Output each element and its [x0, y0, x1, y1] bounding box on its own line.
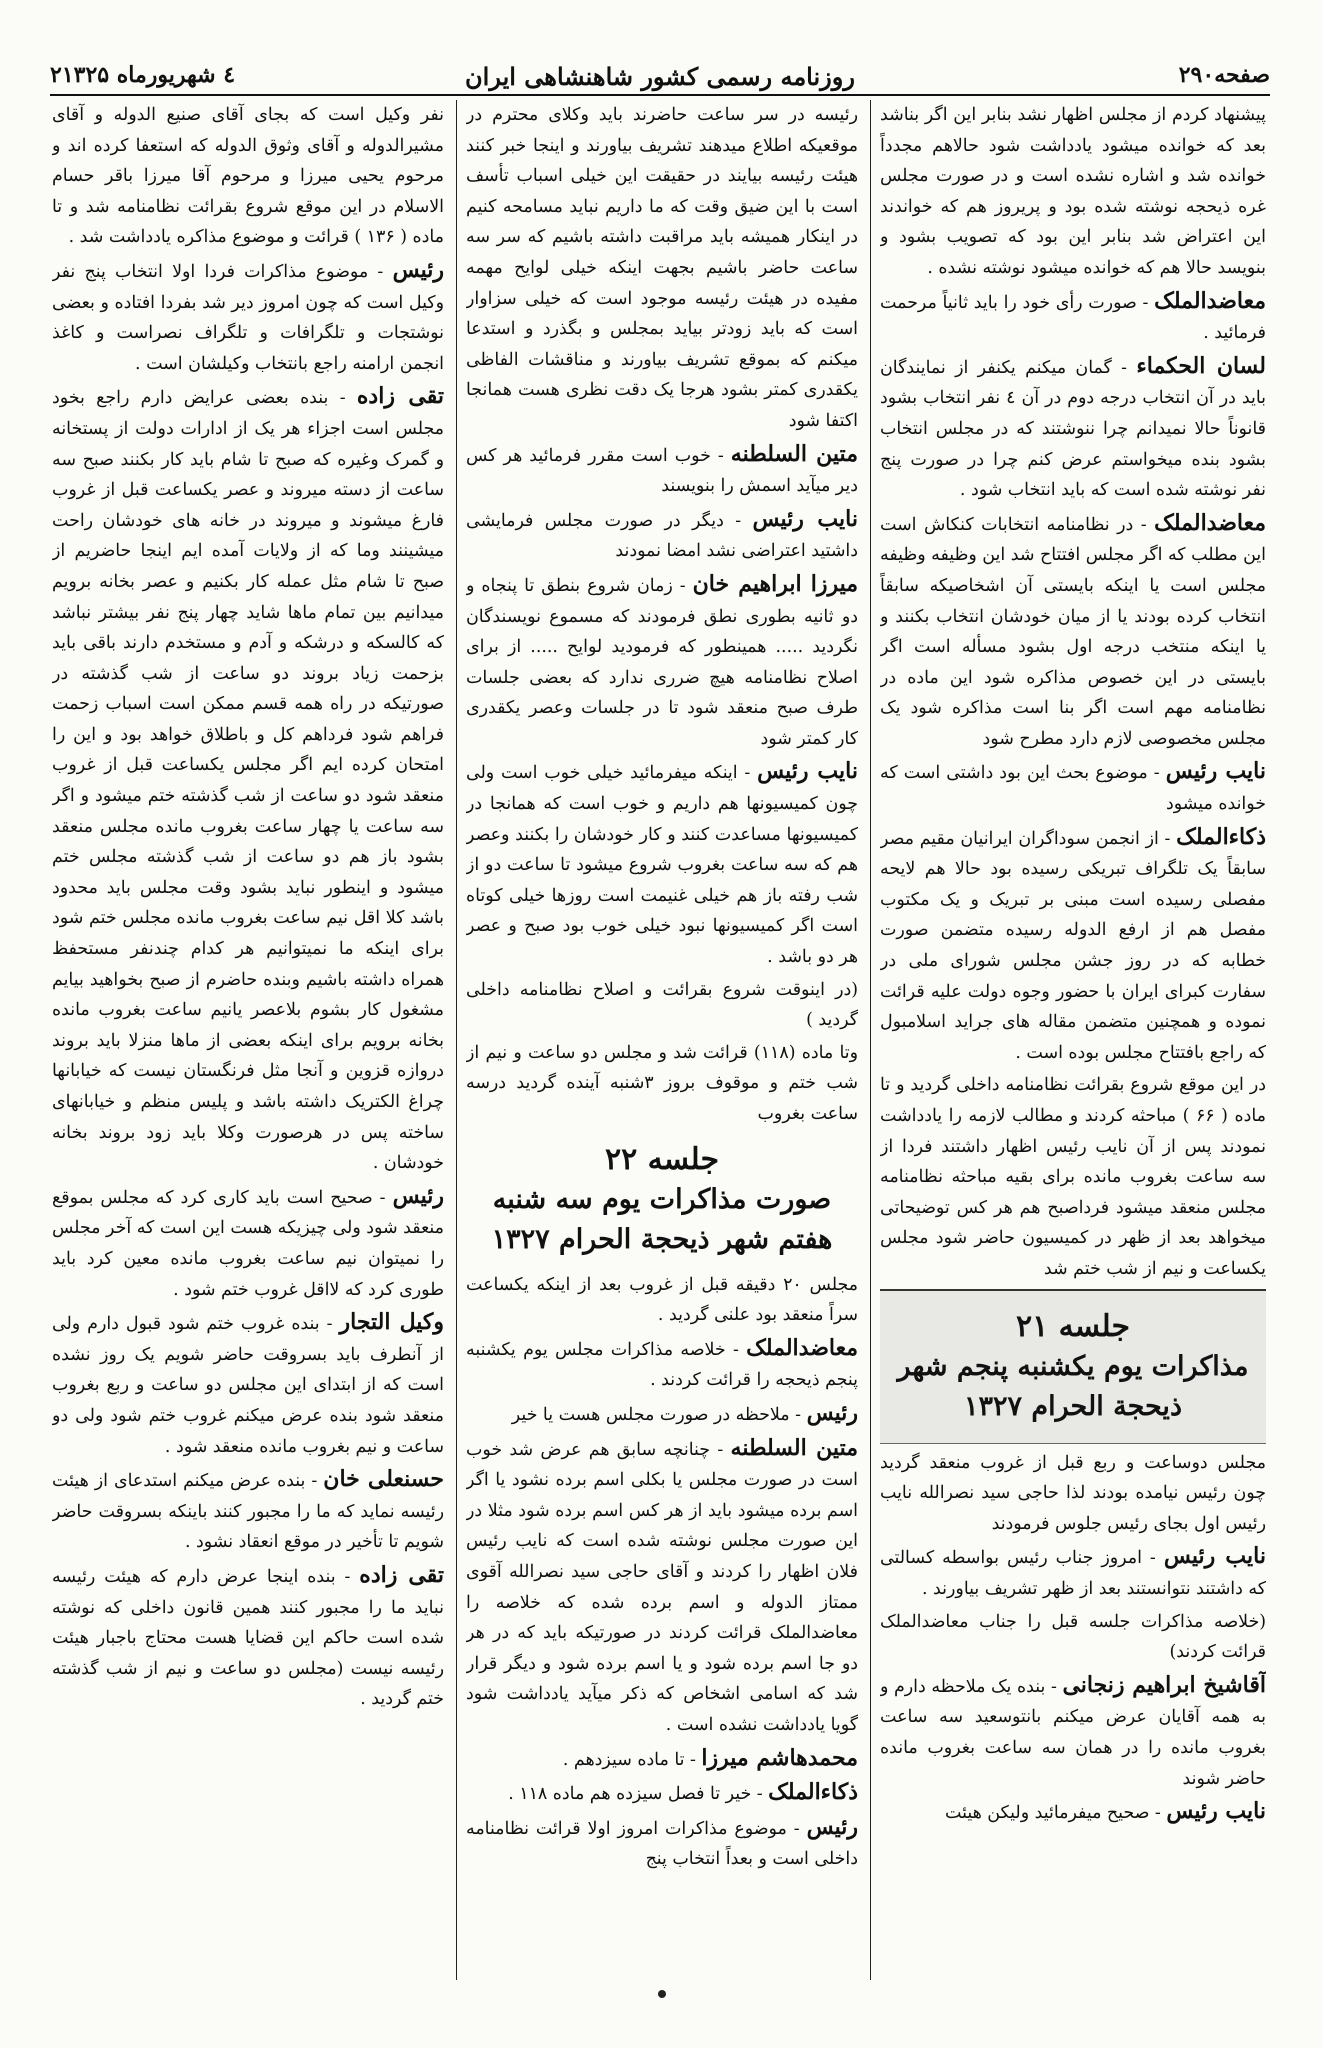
speaker-name: نایب رئیس: [1166, 1798, 1266, 1825]
paragraph: [880, 1070, 1266, 1284]
paragraph-text: - بنده یک ملاحظه دارم و به همه آقایان عرض میکنم بانتوسعید سه ساعت بغروب مانده را در همان سه ساعت بغروب مانده حاضر شوند: [880, 1676, 1266, 1789]
paragraph: [466, 100, 858, 437]
issue-date: ۲٤ شهریورماه ۱۳۲۵: [50, 62, 236, 88]
column-right: [880, 100, 1266, 1980]
paragraph: [466, 1398, 858, 1431]
speaker-name: نایب رئیس: [1163, 1543, 1266, 1570]
paragraph-text: در این موقع شروع بقرائت نظامنامه داخلی گردید و تا ماده ( ۶۶ ) مباحثه کردند و مطالب لازمه را یادداشت نمودند پس از آن نایب رئیس اظهار داشتند فردا از سه ساعت بغروب مانده برای بقیه مباحثه نظامنامه مجلس منعقد میشود فرداصبح هم هر کس توضیحاتی میخواهد بعد از ظهر در کمیسیون حاضر شود مجلس یکساعت و نیم از شب ختم شد: [880, 1075, 1266, 1279]
speaker-name: لسان الحکماء: [1136, 352, 1266, 379]
paragraph-text: - موضوع مذاکرات امروز اولا قرائت نظامنامه داخلی است و بعداً انتخاب پنج: [466, 1818, 858, 1870]
speaker-name: تقی زاده: [359, 1561, 444, 1588]
speaker-name: رئیس: [392, 256, 444, 283]
paragraph-text: مجلس ۲۰ دقیقه قبل از غروب بعد از اینکه یکساعت سراً منعقد بود علنی گردید .: [466, 1274, 858, 1326]
speaker-name: محمدهاشم میرزا: [701, 1744, 858, 1771]
paragraph-text: - در نظامنامه انتخابات کنکاش است این مطلب که اگر مجلس افتتاح شد این وظیفه وظیفه مجلس است یا اینکه بایستی آن اشخاصیکه سابقاً انتخاب کرده بودند یا از میان خودشان انتخاب بکنند و یا اینکه منتخب درجه اول بشود مسأله است اگر بایستی در این خصوص مذاکره شود این ماده در نظامنامه مهم است اگر بنا است مذاکره شود یک مجلس مخصوصی لازم دارد مطرح شود: [880, 514, 1266, 749]
paragraph-text: - صورت رأی خود را باید ثانیاً مرحمت فرمائید .: [880, 292, 1266, 344]
left-paragraphs: [52, 100, 444, 1715]
paragraph: [466, 439, 858, 502]
paragraph-text: - گمان میکنم یکنفر از نمایندگان باید در آن انتخاب درجه دوم در آن ٤ نفر انتخاب بشود قانوناً حالا نمیدانم چرا ننوشتند که در مجلس انتخاب بشود بنده میخواستم عرض کنم چرا در صورت پنج نفر نوشته شده است که باید انتخاب شود .: [880, 357, 1266, 501]
speaker-name: وکیل التجار: [339, 1309, 444, 1336]
paragraph: [52, 100, 444, 253]
paragraph: [466, 1433, 858, 1741]
paragraph: [52, 1307, 444, 1462]
paragraph: [880, 1607, 1266, 1668]
session-title-line1: مذاکرات یوم یکشنبه پنجم شهر: [897, 1350, 1249, 1382]
speaker-name: آقاشیخ ابراهیم زنجانی: [1062, 1671, 1266, 1698]
column-middle: [466, 100, 858, 1980]
paragraph: [880, 1448, 1266, 1540]
paragraph: [52, 1464, 444, 1558]
speaker-name: نایب رئیس: [752, 505, 858, 532]
speaker-name: تقی زاده: [356, 383, 444, 410]
paragraph: [466, 1812, 858, 1875]
paragraph-text: - اینکه میفرمائید خیلی خوب است ولی چون کمیسیونها هم داریم و خوب است که همانجا در کمیسیونها مساعدت کنند و کار خودشان را بکنند وعصر هم که سه ساعت بغروب شروع میشود تا ساعت دو از شب رفته باز هم خیلی غنیمت است روزها خیلی کوتاه است اگر کمیسیونها نبود خیلی خوب بود صبح و عصر هر دو باشد .: [466, 763, 858, 968]
right-session-paragraphs: [880, 1448, 1266, 1829]
column-divider: [870, 100, 871, 1980]
paragraph: [466, 975, 858, 1036]
session-title-line2: ذیحجة الحرام ۱۳۲۷: [964, 1390, 1182, 1422]
paragraph-text: نفر وکیل است که بجای آقای صنیع الدوله و آقای مشیرالدوله و آقای وثوق الدوله که استعفا کرده اند و مرحوم یحیی میرزا و مرحوم آقا میرزا باقر حسام الاسلام در این موقع شروع بقرائت نظامنامه شد و تا ماده ( ۱۳۶ ) قرائت و موضوع مذاکره یادداشت شد .: [52, 105, 444, 248]
paragraph: [880, 100, 1266, 284]
page-number: صفحه۲۹۰: [1178, 62, 1270, 88]
paragraph: [880, 508, 1266, 755]
paragraph: [52, 381, 444, 1178]
paragraph-text: - موضوع مذاکرات فردا اولا انتخاب پنج نفر وکیل است که چون امروز دیر شد بفردا افتاده و بعضی نوشتجات و تلگرافات و تلگراف نصراست و کاغذ انجمن ارامنه راجع بانتخاب وکیلشان است .: [52, 261, 444, 374]
paragraph-text: - خیر تا فصل سیزده هم ماده ۱۱۸ .: [508, 1784, 763, 1805]
paragraph-text: (در اینوقت شروع بقرائت و اصلاح نظامنامه داخلی گردید ): [466, 979, 858, 1031]
paragraph-text: - از انجمن سوداگران ایرانیان مقیم مصر سابقاً یک تلگراف تبریکی رسیده بود حالا هم لایحه مفصلی رسیده است مبنی بر تبریک و یک مکتوب مفصل هم از ارفع الدوله رسیده متضمن صورت خطابه که در روز جشن مجلس شورای ملی در سفارت کبرای ایران با حضور وجوه دولت علیه قرائت نموده و همچنین متضمن مقاله های جراید اسلامبول که راجع بافتتاح مجلس بوده است .: [880, 828, 1266, 1063]
paragraph-text: - بنده اینجا عرض دارم که هیئت رئیسه نباید ما را مجبور کنند همین قانون داخلی که نوشته شده است حاکم این قضایا هست محتاج باجبار هیئت رئیسه نیست (مجلس دو ساعت و نیم از شب گذشته ختم گردید .: [52, 1566, 444, 1710]
paragraph-text: - خلاصه مذاکرات مجلس یوم یکشنبه پنجم ذیحجه را قرائت کردند .: [466, 1339, 858, 1391]
paragraph: [880, 1670, 1266, 1794]
paragraph: [880, 822, 1266, 1069]
header-rule: [50, 94, 1270, 96]
paragraph: [880, 756, 1266, 819]
paragraph: [52, 1181, 444, 1305]
paragraph: [466, 1270, 858, 1331]
paragraph: [466, 756, 858, 972]
paragraph: [880, 351, 1266, 506]
page-ornament: [658, 1990, 666, 1998]
speaker-name: متین السلطنه: [730, 440, 858, 467]
speaker-name: ذکاءالملک: [768, 1779, 858, 1806]
paragraph-text: - دیگر در صورت مجلس فرمایشی داشتید اعتراضی نشد امضا نمودند: [466, 510, 858, 562]
paragraph: [466, 1743, 858, 1776]
paragraph-text: - صحیح میفرمائید ولیکن هیئت: [945, 1803, 1161, 1824]
paragraph: [880, 286, 1266, 349]
paragraph: [466, 504, 858, 567]
paragraph: [466, 1333, 858, 1396]
paragraph-text: - ملاحظه در صورت مجلس هست یا خیر: [511, 1404, 802, 1425]
paragraph: [880, 1796, 1266, 1829]
session-number: جلسه ۲۱: [1015, 1308, 1130, 1344]
right-paragraphs: [880, 100, 1266, 1285]
paragraph-text: - موضوع بحث این بود داشتی است که خوانده میشود: [880, 763, 1266, 815]
speaker-name: معاضدالملک: [746, 1334, 858, 1361]
paragraph-text: - خوب است مقرر فرمائید هر کس دیر میآید اسمش را بنویسند: [466, 445, 858, 497]
paragraph-text: وتا ماده (۱۱۸) قرائت شد و مجلس دو ساعت و نیم از شب ختم و موقوف بروز ۳شنبه آینده گردید درسه ساعت بغروب: [466, 1042, 858, 1124]
paragraph: [52, 255, 444, 379]
paragraph-text: مجلس دوساعت و ربع قبل از غروب منعقد گردید چون رئیس نیامده بودند لذا حاجی سید نصرالله نایب رئیس اول بجای رئیس جلوس فرمودند: [880, 1452, 1266, 1534]
paragraph: [466, 1777, 858, 1810]
paragraph-text: پیشنهاد کردم از مجلس اظهار نشد بنابر این اگر بناشد بعد که خوانده میشود یادداشت شود حالاهم مجدداً خوانده شد و اشاره نشده است و در صورت مجلس غره ذیحجه نوشته شده بود و پریروز هم که خواندند این اعتراض شد بنابر این بود که تصویب بشود و بنویسد حالا هم که خوانده میشود نوشته نشده .: [880, 105, 1266, 278]
speaker-name: رئیس: [806, 1399, 858, 1426]
paragraph-text: - بنده عرض میکنم استدعای از هیئت رئیسه نماید که ما را مجبور کنند باینکه بسروقت حاضر شویم تا تأخیر در موقع انعقاد نشود .: [52, 1471, 444, 1553]
speaker-name: ذکاءالملک: [1176, 823, 1266, 850]
speaker-name: رئیس: [392, 1182, 444, 1209]
column-left: [52, 100, 444, 1980]
paragraph-text: (خلاصه مذاکرات جلسه قبل را جناب معاضدالملک قرائت کردند): [880, 1611, 1266, 1663]
paragraph-text: - امروز جناب رئیس بواسطه کسالتی که داشتند نتوانستند بعد از ظهر تشریف بیاورند .: [880, 1548, 1266, 1599]
speaker-name: رئیس: [806, 1813, 858, 1840]
paragraph-text: - زمان شروع بنطق تا پنجاه و دو ثانیه بطوری نطق فرمودند که مسموع نویسندگان نگردید ..... همینطور که فرمودید لوایح ..... از برای اصلاح نظامنامه هیچ ضرری ندارد که بعضی جلسات طرف صبح منعقد شود تا در جلسات وعصر یکقدری کار کمتر شود: [466, 575, 858, 749]
speaker-name: نایب رئیس: [1165, 758, 1266, 785]
paragraph: [880, 1541, 1266, 1604]
speaker-name: معاضدالملک: [1154, 287, 1266, 314]
paragraph: [466, 1038, 858, 1130]
paragraph-text: رئیسه در سر ساعت حاضرند باید وکلای محترم در موقعیکه اطلاع میدهند تشریف بیاورند و اینجا خبر کنند هیئت رئیسه بیایند در حقیقت این خیلی اسباب تأسف است با این ضیق وقت که ما داریم نباید مسامحه کنیم در اینکار همیشه باید مراقبت داشته باشیم که سر سه ساعت حاضر باشیم بجهت اینکه خیلی لوایح مهمه مفیده در هیئت رئیسه موجود است که خیلی سزاوار است که باید زودتر بیاید بمجلس و بگذرد و استدعا میکنم که بموقع تشریف بیاورند و مناقشات الفاظی یکقدری کمتر بشود هرجا یک دقت نظری هست همانجا اکتفا شود: [466, 105, 858, 431]
speaker-name: نایب رئیس: [757, 758, 858, 785]
speaker-name: حسنعلی خان: [323, 1466, 444, 1493]
session-22-heading: [466, 1140, 858, 1260]
newspaper-title: روزنامه رسمی کشور شاهنشاهی ایران: [465, 62, 855, 91]
session-title-line1: صورت مذاکرات یوم سه شنبه: [492, 1183, 832, 1215]
session-number: جلسه ۲۲: [604, 1141, 719, 1177]
paragraph-text: - صحیح است باید کاری کرد که مجلس بموقع منعقد شود ولی چیزیکه هست این است که آخر مجلس را نمیتوان نیم ساعت بغروب مانده معین کرد باید طوری کرد که لااقل غروب ختم شود .: [52, 1187, 444, 1300]
speaker-name: میرزا ابراهیم خان: [692, 570, 858, 597]
middle-paragraphs: [466, 100, 858, 1130]
page-header: [50, 48, 1270, 94]
speaker-name: متین السلطنه: [730, 1434, 858, 1461]
paragraph-text: - بنده بعضی عرایض دارم راجع بخود مجلس است اجزاء هر یک از ادارات دولت از پستخانه و گمرک وغیره که صبح تا شام باید کار بکنند صبح سه ساعت از دسته میروند و عصر یکساعت قبل از غروب فارغ میشوند و میروند در خانه های خودشان راحت میشینند وما که از ولایات آمده ایم اینجا حاضریم از صبح تا شام مثل عمله کار بکنیم و عصر بخانه برویم میدانیم بین تمام ماها شاید چهار پنج نفر بیشتر نباشد که کالسکه و درشکه و آدم و مستخدم دارند باقی باید بزحمت زیاد بروند دو ساعت از شب گذشته در صورتیکه در راه همه قسم ممکن است اسباب زحمت فراهم شود فرداهم کل و باطلاق خواهد بود و این را امتحان کرده ایم اگر مجلس یکساعت قبل از غروب منعقد شود دو ساعت از شب گذشته ختم میشود و اگر سه ساعت یا چهار ساعت بغروب مانده مجلس منعقد بشود باز هم دو ساعت از شب گذشته مجلس ختم میشود و اینطور نباید بشود وقت مجلس باید محدود باشد کلا اقل نیم ساعت بغروب مانده مجلس ختم شود برای اینکه ما نمیتوانیم هر کدام چندنفر مستحفظ همراه داشته باشیم وبنده حاضرم از صبح بخواهید بیایم مشغول کار بشوم بلاعصر یانیم ساعت بغروب مانده بخانه برویم برای اینکه بعضی از ماها منزلا باید بروند دروازه قزوین و آنجا مثل فرنگستان نیست که خیابانها چراغ الکتریک داشته باشد و پلیس منظم و خیابانهای ساخته پس در هرصورت وکلا باید زود بروند بخانه خودشان .: [52, 388, 444, 1174]
middle-session-paragraphs: [466, 1270, 858, 1875]
session-title-line2: هفتم شهر ذیحجة الحرام ۱۳۲۷: [491, 1223, 833, 1255]
paragraph: [466, 569, 858, 755]
paragraph-text: - چنانچه سابق هم عرض شد خوب است در صورت مجلس یا بکلی اسم برده نشود یا اگر اسم برده میشود باید از هر کس اسم برده شود مثلا در این صورت مجلس نوشته شده است که نایب رئیس فلان اظهار را کردند و آقای حاجی سید نصرالله آقوی ممتاز الدوله و اسم برده شده که خلاصه را معاضدالملک قرائت کردند در صورتیکه باید که در هر دو جا اسم برده شود و یا اسم برده شود و دیگر قرار شد که اسامی اشخاص که ذکر میآید یادداشت شود گویا یادداشت نشده است .: [466, 1439, 858, 1735]
speaker-name: معاضدالملک: [1154, 509, 1266, 536]
session-21-heading: [880, 1289, 1266, 1444]
paragraph: [52, 1560, 444, 1715]
paragraph-text: - بنده غروب ختم شود قبول دارم ولی از آنطرف باید بسروقت حاضر شویم یک روز نشده است که از ابتدای این مجلس دو ساعت و ربع بغروب منعقد شود بنده عرض میکنم غروب ختم شود ولی دو ساعت و نیم بغروب مانده منعقد شود .: [52, 1314, 444, 1457]
column-divider: [456, 100, 457, 1980]
paragraph-text: - تا ماده سیزدهم .: [562, 1749, 696, 1770]
